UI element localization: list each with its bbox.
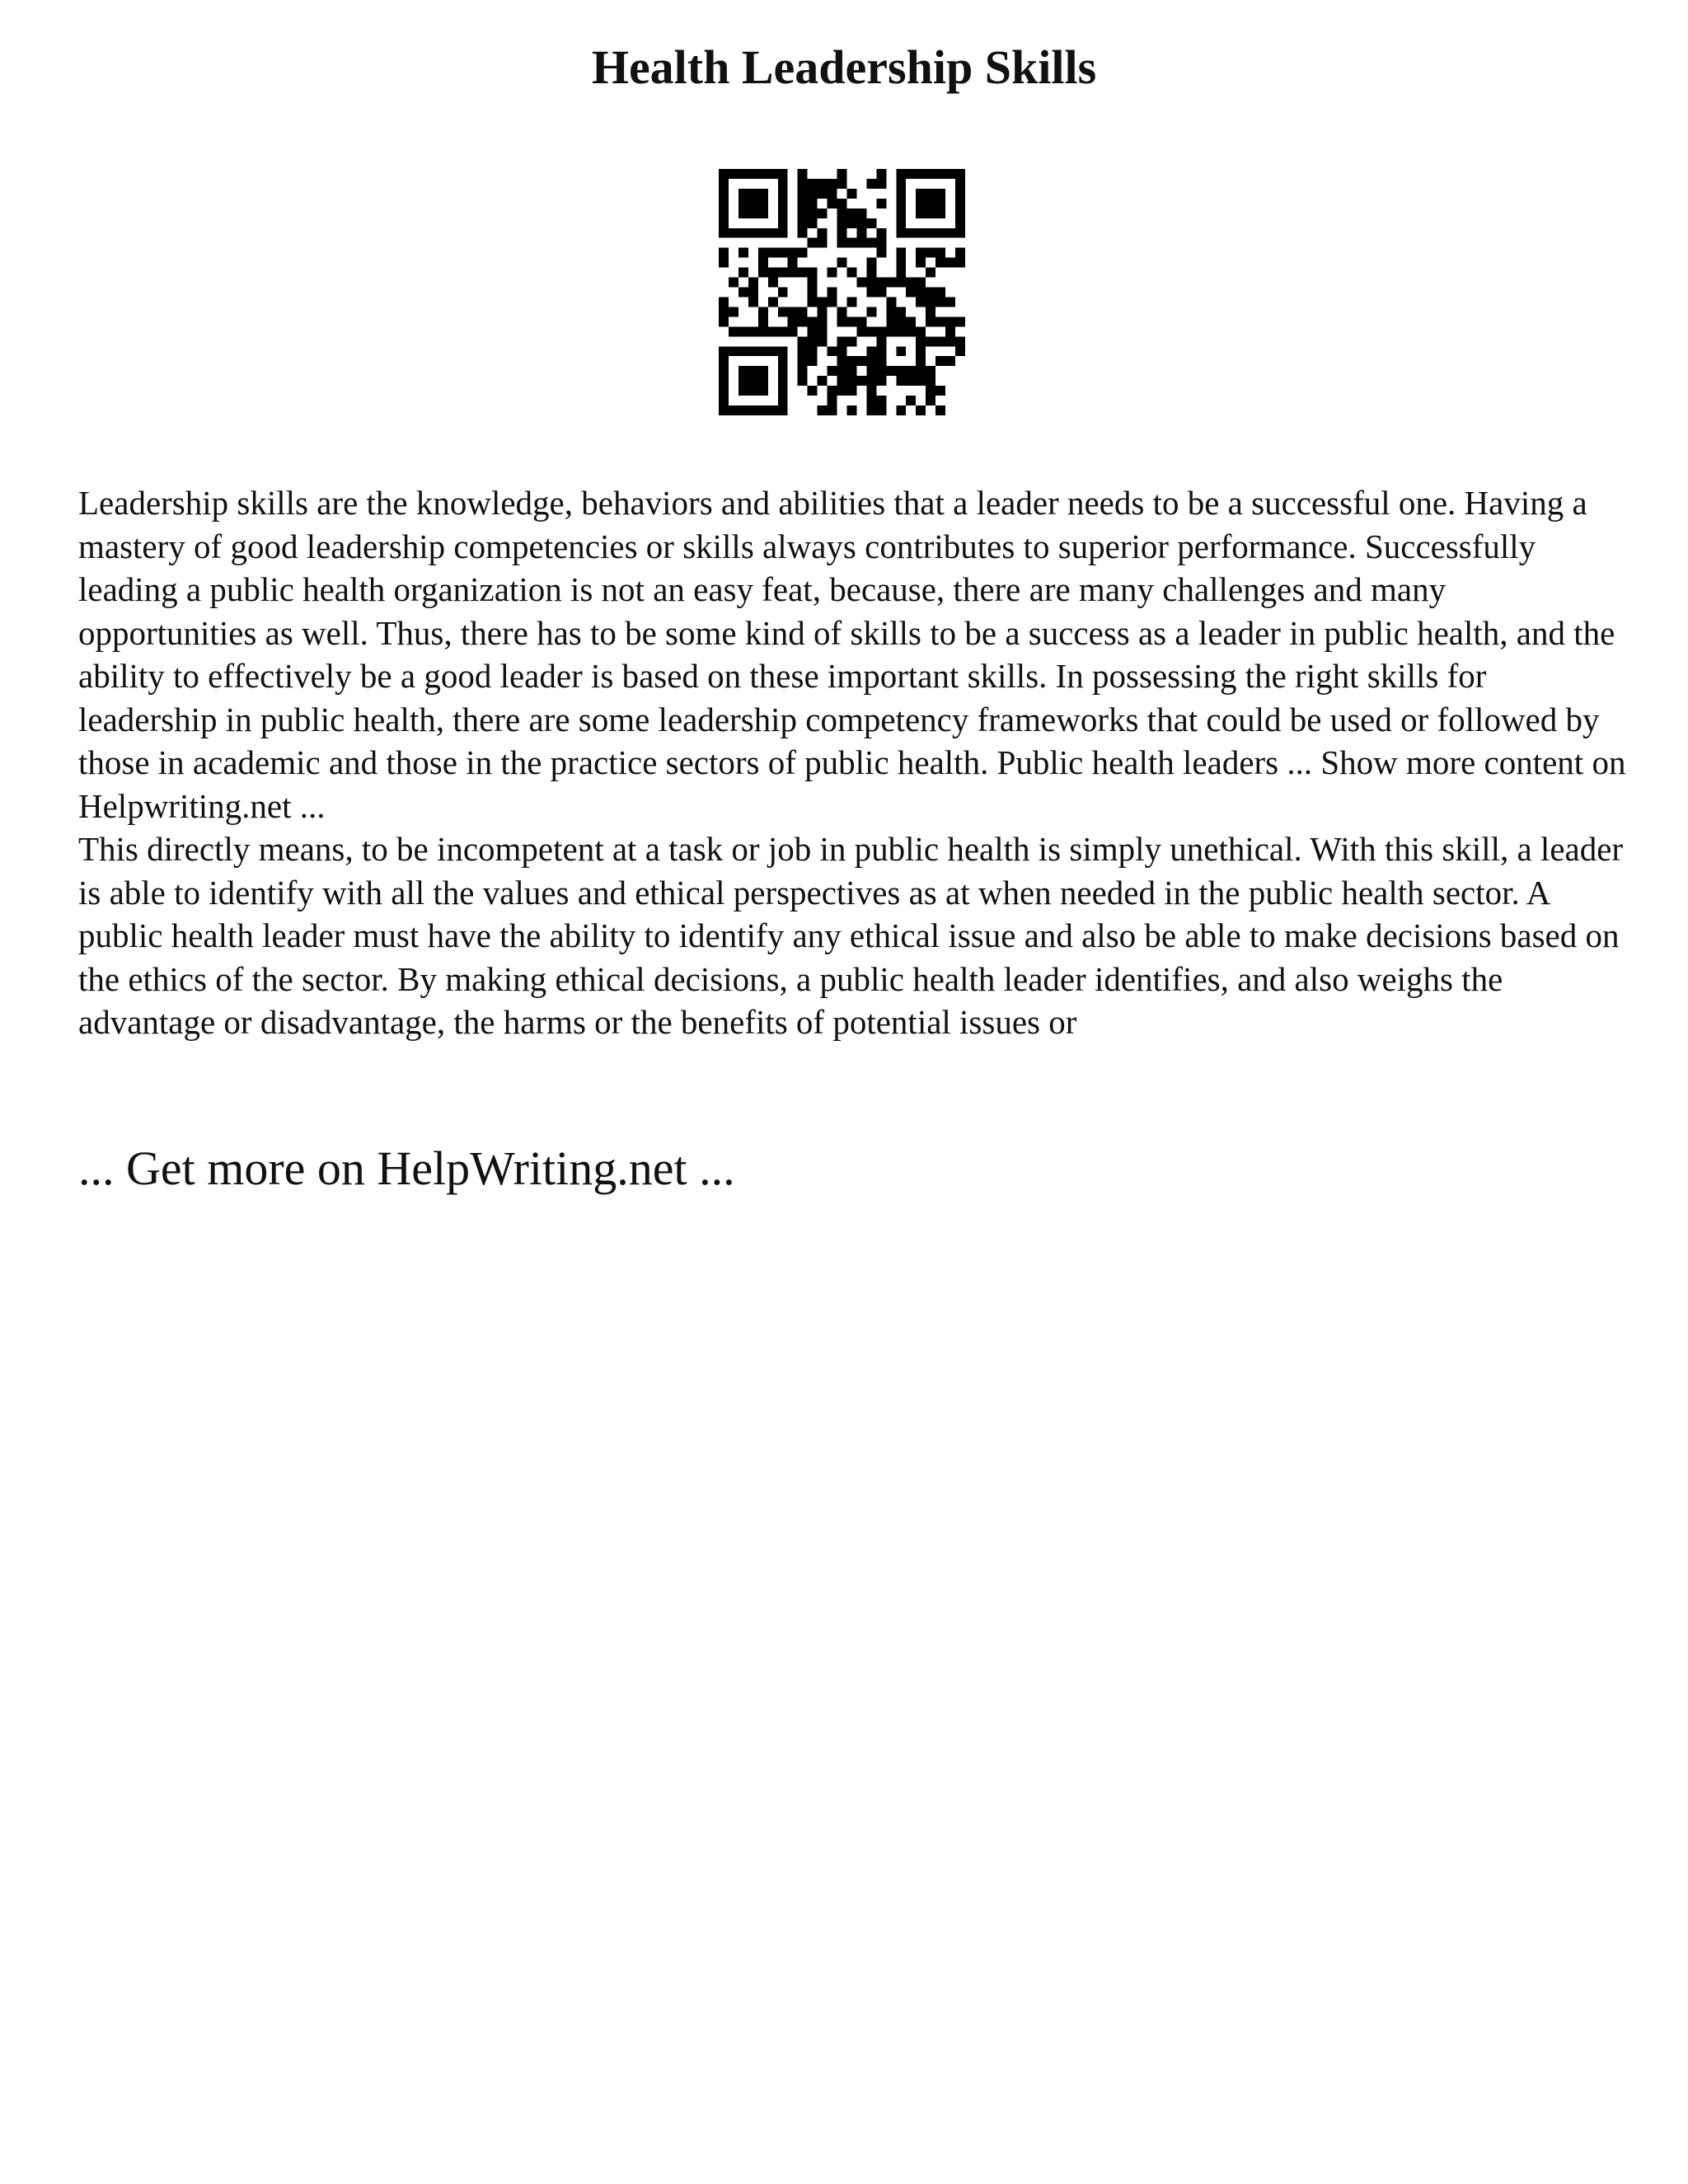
qr-code-icon: [719, 169, 965, 415]
get-more-link[interactable]: ... Get more on HelpWriting.net ...: [78, 1141, 735, 1195]
paragraph-1: Leadership skills are the knowledge, behaviors and abilities that a leader needs to be a successful one. Having a mastery of good leadership competencies or skills always contributes to superior performance. Successfully leading a public health organization is not an easy feat, because, there are many challenges and many opportunities as well. Thus, there has to be some kind of skills to be a success as a leader in public health, and the ability to effectively be a good leader is based on these important skills. In possessing the right skills for leadership in public health, there are some leadership competency frameworks that could be used or followed by those in academic and those in the practice sectors of public health. Public health leaders ... Show more content on Helpwriting.net ...: [78, 484, 1626, 825]
page-title: Health Leadership Skills: [591, 40, 1097, 94]
paragraph-2: This directly means, to be incompetent at a task or job in public health is simply unethical. With this skill, a leader is able to identify with all the values and ethical perspectives as at when needed in the public health sector. A public health leader must have the ability to identify any ethical issue and also be able to make decisions based on the ethics of the sector. By making ethical decisions, a public health leader identifies, and also weighs the advantage or disadvantage, the harms or the benefits of potential issues or: [78, 830, 1624, 1041]
article-body: [78, 481, 1628, 1044]
